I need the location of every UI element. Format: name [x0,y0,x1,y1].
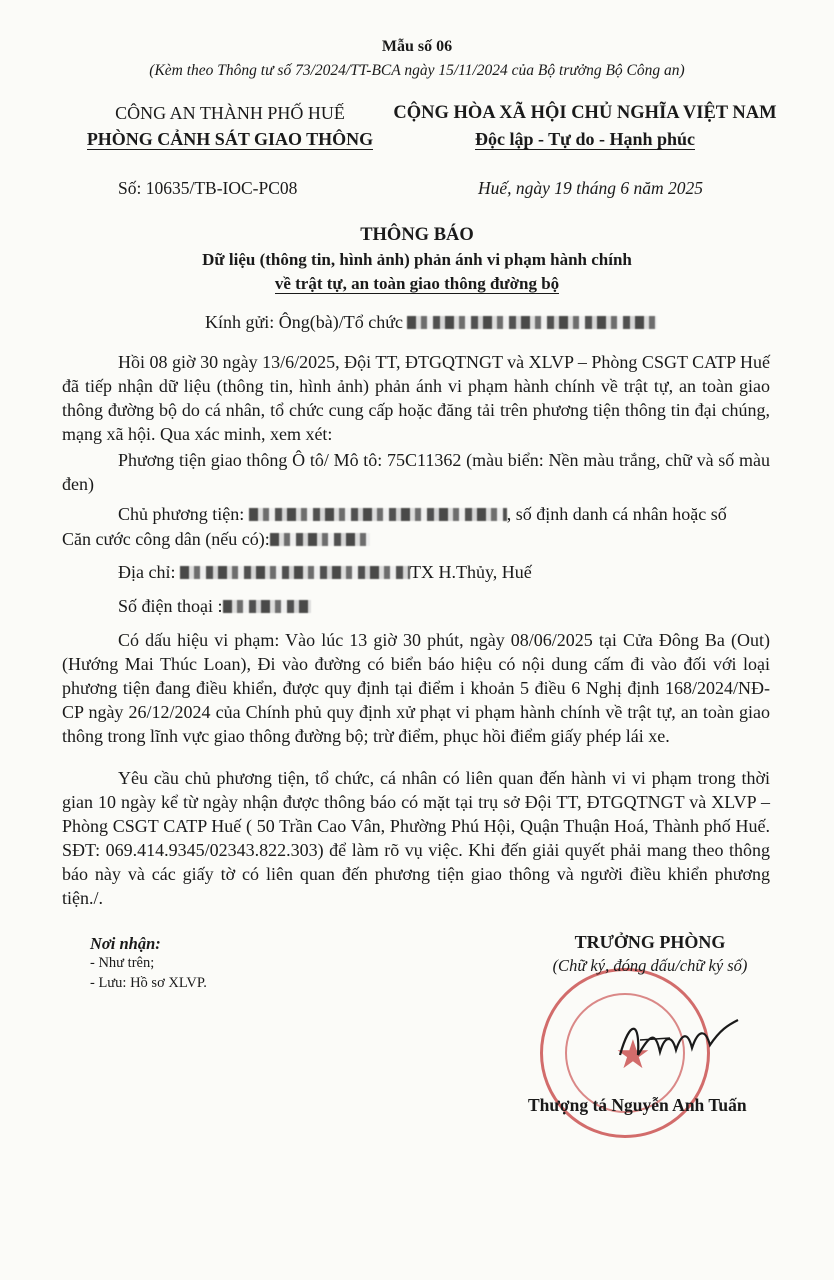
recipient-label: Kính gửi: Ông(bà)/Tổ chức [205,312,403,332]
redacted-owner [249,508,507,521]
request-paragraph: Yêu cầu chủ phương tiện, tổ chức, cá nhân có liên quan đến hành vi vi phạm trong thời gian 10 ngày kể từ ngày nhận được thông báo có mặt tại trụ sở Đội TT, ĐTGQTNGT và XLVP – Phòng CSGT CATP Huế ( 50 Trần Cao Vân, Phường Phú Hội, Quận Thuận Hoá, Thành phố Huế. SĐT: 069.414.9345/02343.822.303) để làm rõ vụ việc. Khi đến giải quyết phải mang theo thông báo này và các giấy tờ có liên quan đến phương tiện giao thông và người điều khiển phương tiện./. [62,768,770,908]
agency-name: PHÒNG CẢNH SÁT GIAO THÔNG [86,129,374,149]
motto: Độc lập - Tự do - Hạnh phúc [474,129,696,149]
redacted-recipient [407,316,657,329]
redacted-phone [223,600,311,613]
redacted-id [270,533,370,546]
recipients-title: Nơi nhận: [90,934,161,953]
vehicle-paragraph: Phương tiện giao thông Ô tô/ Mô tô: 75C11362 (màu biển: Nền màu trắng, chữ và số màu đen) [62,450,770,494]
signer-note: (Chữ ký, đóng dấu/chữ ký số) [552,956,748,975]
agency-parent: CÔNG AN THÀNH PHỐ HUẾ [115,103,345,123]
address-line [118,560,532,584]
owner-line [118,502,727,526]
phone-label: Số điện thoại : [118,596,223,616]
violation-paragraph: Có dấu hiệu vi phạm: Vào lúc 13 giờ 30 phút, ngày 08/06/2025 tại Cửa Đông Ba (Out) (Hướng Mai Thúc Loan), Đi vào đường có biển báo hiệu có nội dung cấm đi vào đối với loại phương tiện đang điều khiển, được quy định tại điểm i khoản 5 điều 6 Nghị định 168/2024/NĐ-CP ngày 26/12/2024 của Chính phủ quy định xử phạt vi phạm hành chính về trật tự, an toàn giao thông trong lĩnh vực giao thông đường bộ; trừ điểm, phục hồi điểm giấy phép lái xe. [62,630,770,746]
intro-paragraph: Hồi 08 giờ 30 ngày 13/6/2025, Đội TT, ĐTGQTNGT và XLVP – Phòng CSGT CATP Huế đã tiếp nhận dữ liệu (thông tin, hình ảnh) phản ánh vi phạm hành chính về trật tự, an toàn giao thông đường bộ do cá nhân, tổ chức cung cấp hoặc đăng tải trên phương tiện thông tin đại chúng, mạng xã hội. Qua xác minh, xem xét: [62,352,770,444]
phone-line [118,594,311,618]
place-date: Huế, ngày 19 tháng 6 năm 2025 [478,178,704,198]
recipient-item-2: - Lưu: Hồ sơ XLVP. [90,975,207,991]
doc-title: THÔNG BÁO [360,225,474,245]
document-number: Số: 10635/TB-IOC-PC08 [118,178,298,198]
owner-tail: , số định danh cá nhân hoặc số [506,504,727,524]
star-icon: ★ [615,1032,651,1077]
recipient-item-1: - Như trên; [90,955,155,971]
nation-name: CỘNG HÒA XÃ HỘI CHỦ NGHĨA VIỆT NAM [393,103,777,123]
form-number: Mẫu số 06 [381,38,453,55]
doc-subtitle-1: Dữ liệu (thông tin, hình ảnh) phản ánh vi phạm hành chính [202,250,632,269]
owner-label: Chủ phương tiện: [118,504,245,524]
id-line [62,527,370,551]
doc-subtitle-2: về trật tự, an toàn giao thông đường bộ [274,274,560,293]
id-label: Căn cước công dân (nếu có): [62,529,270,549]
address-tail: TX H.Thủy, Huế [409,562,532,582]
signer-title: TRƯỞNG PHÒNG [574,932,726,952]
address-label: Địa chỉ: [118,562,176,582]
signature-mark [610,1010,750,1070]
form-reference: (Kèm theo Thông tư số 73/2024/TT-BCA ngày 15/11/2024 của Bộ trưởng Bộ Công an) [149,62,685,79]
signer-name: Thượng tá Nguyễn Anh Tuấn [528,1095,747,1115]
redacted-address [180,566,410,579]
recipient-line [205,310,657,334]
